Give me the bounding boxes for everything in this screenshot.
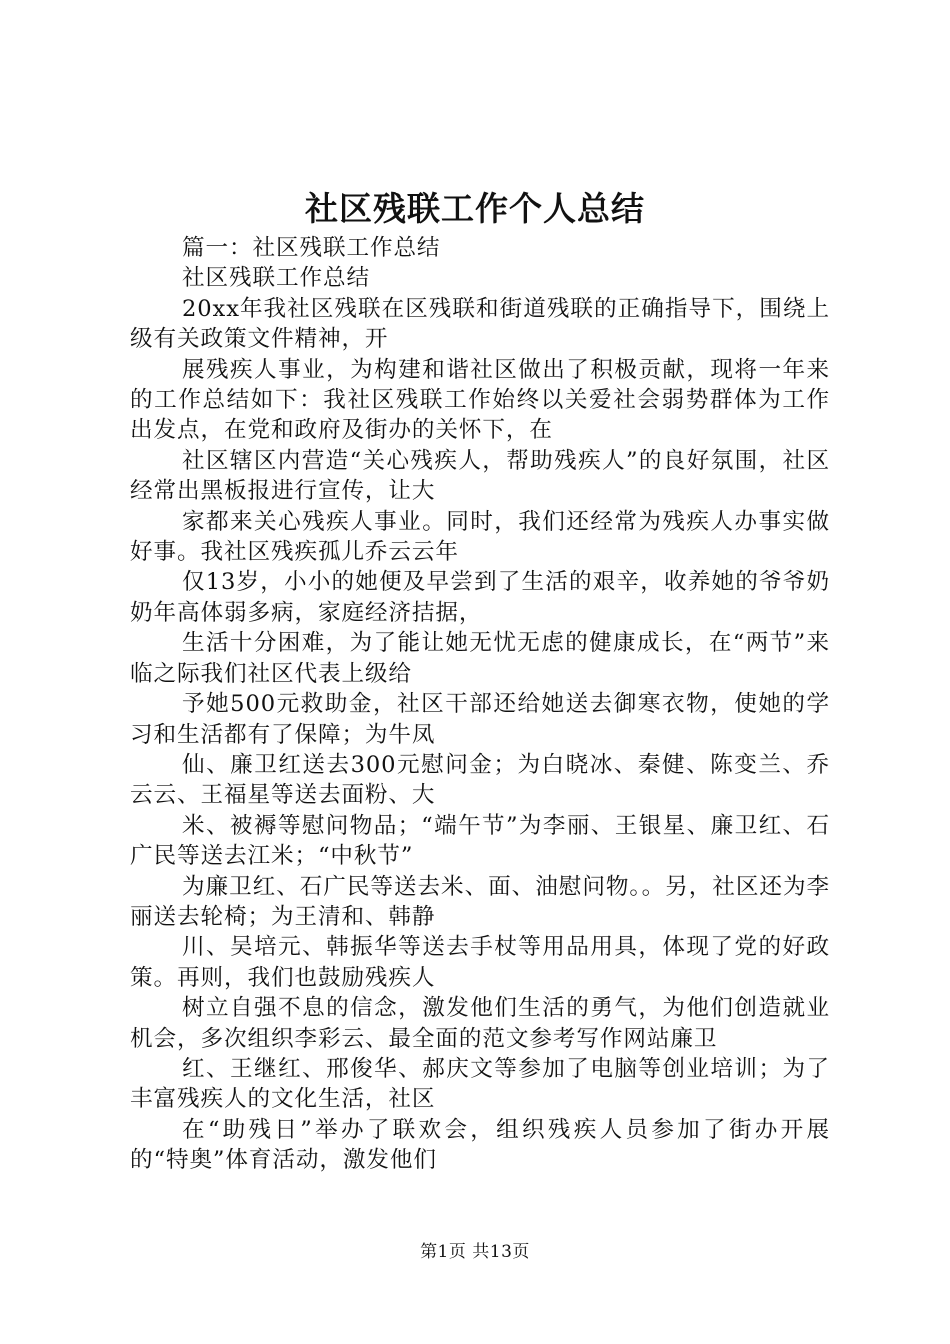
paragraph: 予她500元救助金，社区干部还给她送去御寒衣物，使她的学习和生活都有了保障；为牛凤	[130, 691, 830, 748]
document-body	[130, 233, 830, 1176]
paragraph: 篇一：社区残联工作总结	[182, 235, 441, 261]
paragraph: 树立自强不息的信念，激发他们生活的勇气，为他们创造就业机会，多次组织李彩云、最全面的范文参考写作网站廉卫	[130, 995, 830, 1052]
paragraph: 生活十分困难，为了能让她无忧无虑的健康成长，在“两节”来临之际我们社区代表上级给	[130, 630, 830, 687]
page-footer: 第1页 共13页	[420, 1242, 530, 1262]
paragraph: 社区残联工作总结	[182, 265, 370, 292]
paragraph: 社区辖区内营造“关心残疾人，帮助残疾人”的良好氛围，社区经常出黑板报进行宣传，让大	[130, 447, 830, 505]
paragraph: 川、吴培元、韩振华等送去手杖等用品用具，体现了党的好政策。再则，我们也鼓励残疾人	[130, 934, 830, 991]
paragraph: 20xx年我社区残联在区残联和街道残联的正确指导下，围绕上级有关政策文件精神，开	[130, 295, 830, 353]
paragraph: 仙、廉卫红送去300元慰问金；为白晓冰、秦健、陈变兰、乔云云、王福星等送去面粉、大	[130, 751, 830, 809]
paragraph: 红、王继红、邢俊华、郝庆文等参加了电脑等创业培训；为了丰富残疾人的文化生活，社区	[130, 1055, 830, 1113]
paragraph: 在“助残日”举办了联欢会，组织残疾人员参加了街办开展的“特奥”体育活动，激发他们	[130, 1116, 830, 1174]
paragraph: 为廉卫红、石广民等送去米、面、油慰问物。。另，社区还为李丽送去轮椅；为王清和、韩静	[130, 873, 830, 930]
document-title: 社区残联工作个人总结	[305, 189, 645, 228]
paragraph: 家都来关心残疾人事业。同时，我们还经常为残疾人办事实做好事。我社区残疾孤儿乔云云年	[130, 508, 830, 566]
paragraph: 米、被褥等慰问物品；“端午节”为李丽、王银星、廉卫红、石广民等送去江米；“中秋节”	[130, 812, 830, 870]
paragraph: 仅13岁，小小的她便及早尝到了生活的艰辛，收养她的爷爷奶奶年高体弱多病，家庭经济拮据，	[130, 569, 830, 626]
paragraph: 展残疾人事业，为构建和谐社区做出了积极贡献，现将一年来的工作总结如下：我社区残联工作始终以关爱社会弱势群体为工作出发点，在党和政府及街办的关怀下，在	[130, 356, 830, 444]
